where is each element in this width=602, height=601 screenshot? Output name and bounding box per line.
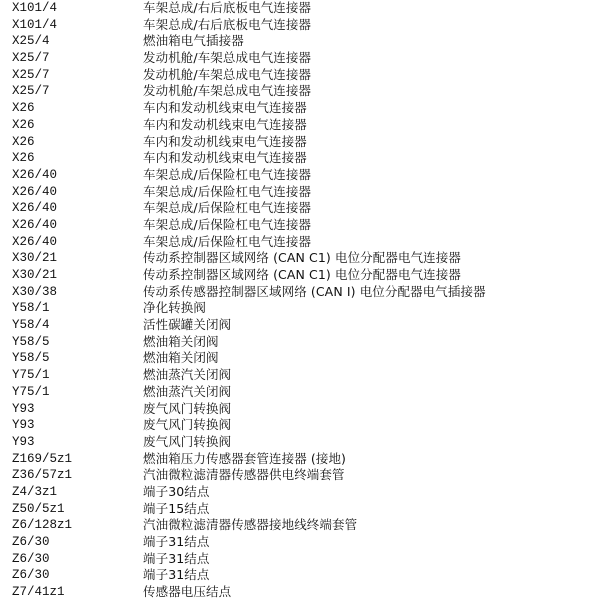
component-code: Y58/1 (12, 301, 50, 316)
component-code: X25/7 (12, 51, 50, 66)
component-description: 废气风门转换阀 (143, 400, 232, 416)
component-code: Y75/1 (12, 368, 50, 383)
component-description: 端子31结点 (143, 567, 210, 583)
component-description: 发动机舱/车架总成电气连接器 (143, 83, 312, 99)
component-code: Y75/1 (12, 384, 50, 399)
component-description: 燃油蒸汽关闭阀 (143, 383, 232, 399)
list-item (0, 134, 602, 151)
component-description: 车架总成/右后底板电气连接器 (143, 0, 312, 15)
component-code: Z6/30 (12, 568, 50, 583)
component-description: 端子31结点 (143, 534, 210, 549)
component-code: Y93 (12, 434, 35, 449)
component-code: X26 (12, 101, 35, 116)
list-item (0, 584, 602, 601)
list-item (0, 317, 602, 334)
list-item (0, 217, 602, 234)
component-description: 端子31结点 (143, 550, 210, 566)
component-code: Y58/5 (12, 334, 50, 349)
list-item (0, 33, 602, 50)
component-description: 车架总成/右后底板电气连接器 (143, 16, 312, 32)
component-description: 废气风门转换阀 (143, 433, 232, 449)
list-item (0, 367, 602, 384)
component-description: 车架总成/后保险杠电气连接器 (143, 216, 312, 232)
list-item (0, 451, 602, 468)
list-item (0, 17, 602, 34)
list-item (0, 350, 602, 367)
component-code: Y58/4 (12, 318, 50, 333)
component-code: Y58/5 (12, 351, 50, 366)
component-description: 车内和发动机线束电气连接器 (143, 133, 307, 149)
component-description: 汽油微粒滤清器传感器供电终端套管 (143, 467, 345, 483)
component-description: 发动机舱/车架总成电气连接器 (143, 66, 312, 82)
component-code: Y93 (12, 418, 35, 433)
list-item (0, 501, 602, 518)
list-item (0, 200, 602, 217)
component-description: 端子15结点 (143, 500, 210, 516)
component-code: X25/7 (12, 67, 50, 82)
component-code: Z7/41z1 (12, 585, 65, 600)
component-code: X30/21 (12, 251, 58, 266)
component-code: Z36/57z1 (12, 468, 73, 483)
component-description: 端子30结点 (143, 483, 210, 499)
component-description: 燃油箱压力传感器套管连接器 (接地) (143, 450, 347, 466)
component-description: 传感器电压结点 (143, 584, 232, 600)
component-description: 活性碳罐关闭阀 (143, 317, 232, 333)
component-description: 废气风门转换阀 (143, 417, 232, 433)
component-code: X30/21 (12, 268, 58, 282)
component-code: X26/40 (12, 234, 58, 249)
component-code: X101/4 (12, 1, 58, 15)
component-code: X30/38 (12, 284, 58, 299)
list-item (0, 184, 602, 201)
list-item (0, 484, 602, 501)
list-item (0, 401, 602, 418)
component-code: X26/40 (12, 217, 58, 232)
component-code: Z6/30 (12, 535, 50, 549)
list-item (0, 117, 602, 134)
component-code: X26/40 (12, 201, 58, 216)
list-item (0, 384, 602, 401)
component-description: 燃油箱关闭阀 (143, 333, 219, 349)
list-item (0, 150, 602, 167)
component-description: 车架总成/后保险杠电气连接器 (143, 183, 312, 199)
component-code: Z4/3z1 (12, 484, 58, 499)
list-item (0, 250, 602, 267)
list-item (0, 50, 602, 67)
list-item (0, 334, 602, 351)
component-description: 发动机舱/车架总成电气连接器 (143, 50, 312, 66)
component-code: Z6/30 (12, 551, 50, 566)
component-code: Z6/128z1 (12, 518, 73, 533)
list-item (0, 234, 602, 251)
list-item (0, 517, 602, 534)
list-item (0, 300, 602, 317)
component-description: 燃油箱电气插接器 (143, 33, 244, 49)
component-code: X25/7 (12, 84, 50, 99)
list-item (0, 434, 602, 451)
component-code: X26/40 (12, 167, 58, 182)
component-description: 车内和发动机线束电气连接器 (143, 150, 307, 166)
list-item (0, 534, 602, 551)
list-item (0, 167, 602, 184)
list-item (0, 67, 602, 84)
component-description: 车架总成/后保险杠电气连接器 (143, 200, 312, 216)
component-code: X26 (12, 134, 35, 149)
component-code: X26 (12, 117, 35, 132)
component-code: Z169/5z1 (12, 451, 73, 466)
list-item (0, 551, 602, 568)
component-description: 车内和发动机线束电气连接器 (143, 116, 307, 132)
component-description: 车架总成/后保险杠电气连接器 (143, 233, 312, 249)
component-code: X26/40 (12, 184, 58, 199)
component-description: 车架总成/后保险杠电气连接器 (143, 166, 312, 182)
component-code: Z50/5z1 (12, 501, 65, 516)
component-description: 传动系传感器控制器区域网络 (CAN I) 电位分配器电气插接器 (143, 283, 486, 299)
component-description: 传动系控制器区域网络 (CAN C1) 电位分配器电气连接器 (143, 267, 461, 282)
component-description: 传动系控制器区域网络 (CAN C1) 电位分配器电气连接器 (143, 250, 461, 266)
list-item (0, 83, 602, 100)
list-item (0, 567, 602, 584)
component-code: X101/4 (12, 17, 58, 32)
component-description: 燃油蒸汽关闭阀 (143, 367, 232, 383)
list-item (0, 267, 602, 284)
component-description: 净化转换阀 (143, 300, 207, 316)
list-item (0, 0, 602, 17)
component-code: X25/4 (12, 34, 50, 49)
component-description: 燃油箱关闭阀 (143, 350, 219, 366)
list-item (0, 284, 602, 301)
component-code: Y93 (12, 401, 35, 416)
list-item (0, 100, 602, 117)
component-code: X26 (12, 151, 35, 166)
component-description: 汽油微粒滤清器传感器接地线终端套管 (143, 517, 358, 533)
list-item (0, 417, 602, 434)
list-item (0, 467, 602, 484)
component-description: 车内和发动机线束电气连接器 (143, 100, 307, 116)
